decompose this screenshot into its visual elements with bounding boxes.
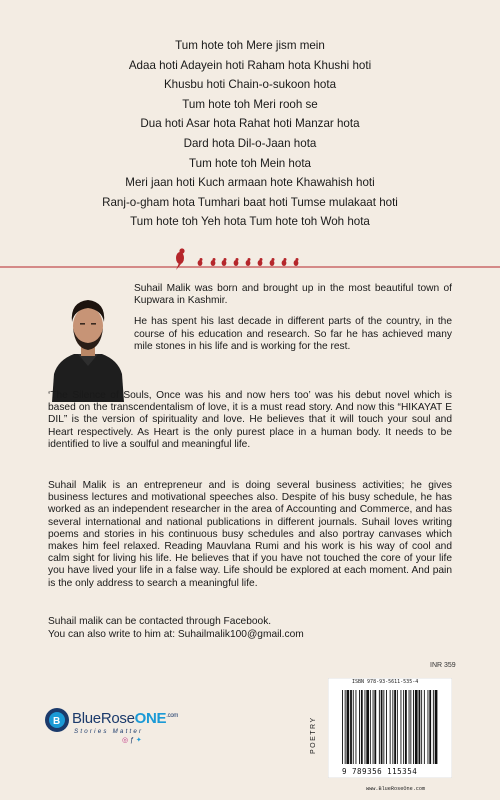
bio-paragraph: He has spent his last decade in different parts of the country, in the course of his education and research. So far he has achieved many mile stones in his life and is working for the rest. xyxy=(134,316,452,352)
poem-line: Tum hote toh Mein hota xyxy=(188,156,312,170)
isbn-barcode xyxy=(328,678,452,778)
contact-facebook-text: Suhail malik can be contacted through Facebook. xyxy=(48,616,272,627)
poem-line: Dua hoti Asar hota Rahat hoti Manzar hota xyxy=(140,117,360,131)
svg-text:B: B xyxy=(53,716,61,727)
publisher-name-part2: ONE xyxy=(134,710,167,727)
poem-line: Tum hote toh Meri rooh se xyxy=(182,97,318,111)
barcode-digits: 9 789356 115354 xyxy=(342,767,418,776)
social-icons xyxy=(122,736,142,744)
bird-icon xyxy=(258,258,263,266)
bird-icon xyxy=(294,258,299,266)
genre-label xyxy=(308,686,322,756)
contact-email-text: You can also write to him at: Suhailmalik100@gmail.com xyxy=(48,629,304,640)
bio-paragraph: ‘The Silence of Souls, Once was his and now hers too’ was his debut novel which is based on the transcendentalism of love, it is a must read story. And now this “HIKAYAT E DIL” is the version of spirituality and love. He believes that it will touch your soul and Heart respectively. As Heart is the only purest place in a human body. It needs to be identified to live a soulful and meaningful life. xyxy=(48,390,452,450)
twitter-icon: ✦ xyxy=(135,737,142,744)
publisher-name-part1: BlueRose xyxy=(72,710,135,727)
price-label: INR 359 xyxy=(430,662,456,669)
bio-paragraph: Suhail Malik was born and brought up in the most beautiful town of Kupwara in Kashmir. xyxy=(134,283,452,307)
bird-icon xyxy=(222,258,227,266)
bird-icon xyxy=(282,258,287,266)
facebook-icon: ƒ xyxy=(130,737,134,744)
publisher-name-suffix: .com xyxy=(166,713,179,719)
poem-line: Meri jaan hoti Kuch armaan hote Khawahish hoti xyxy=(125,176,375,190)
author-bio-paragraph-4 xyxy=(48,480,452,599)
poem-line: Tum hote toh Mere jism mein xyxy=(175,39,325,52)
birds-on-wire-divider xyxy=(0,244,500,274)
publisher-logo-icon xyxy=(44,704,70,744)
contact-info xyxy=(48,615,452,641)
author-photo xyxy=(48,282,128,402)
instagram-icon: ◎ xyxy=(122,737,129,744)
bird-icon xyxy=(234,258,239,266)
publisher-name xyxy=(72,710,178,727)
publisher-logo xyxy=(44,704,204,752)
poem-line: Tum hote toh Yeh hota Tum hote toh Woh hota xyxy=(130,215,370,229)
website-text: www.BlueRoseOne.com xyxy=(366,786,426,792)
author-bio-paragraph-3 xyxy=(48,390,452,460)
poem-line: Dard hota Dil-o-Jaan hota xyxy=(183,136,317,150)
poem-line: Khusbu hoti Chain-o-sukoon hota xyxy=(163,78,337,92)
bird-icon xyxy=(270,258,275,266)
bird-icon xyxy=(211,258,216,266)
poem-line: Ranj-o-gham hota Tumhari baat hoti Tumse mulakaat hoti xyxy=(102,195,398,209)
genre-text: POETRY xyxy=(310,716,317,754)
bio-paragraph: Suhail Malik is an entrepreneur and is doing several business activities; he gives business lectures and motivational speeches also. Despite of his busy schedule, he has worked as an independent researcher in the area of Accounting and Commerce, and has several international and national publications in different journals. Suhail loves writing poems and stories in his continuous busy schedules and also portray canvases which makes him feel relaxed. Reading Mauvlana Rumi and his work is his way of cool and calm sight for living his life. He believes that if you have not touched the core of your life you have lived your life in a false way. Life should be explored at each moment. And pain is the only address to search a meaningful life. xyxy=(48,480,452,589)
poem-line: Adaa hoti Adayein hoti Raham hota Khushi hoti xyxy=(128,58,372,72)
poem xyxy=(0,36,500,232)
bird-icon xyxy=(246,258,251,266)
isbn-text: ISBN 978-93-5611-535-4 xyxy=(352,679,419,685)
author-bio-intro xyxy=(134,283,452,362)
publisher-tagline: Stories Matter xyxy=(74,728,144,735)
bird-icon xyxy=(198,258,203,266)
